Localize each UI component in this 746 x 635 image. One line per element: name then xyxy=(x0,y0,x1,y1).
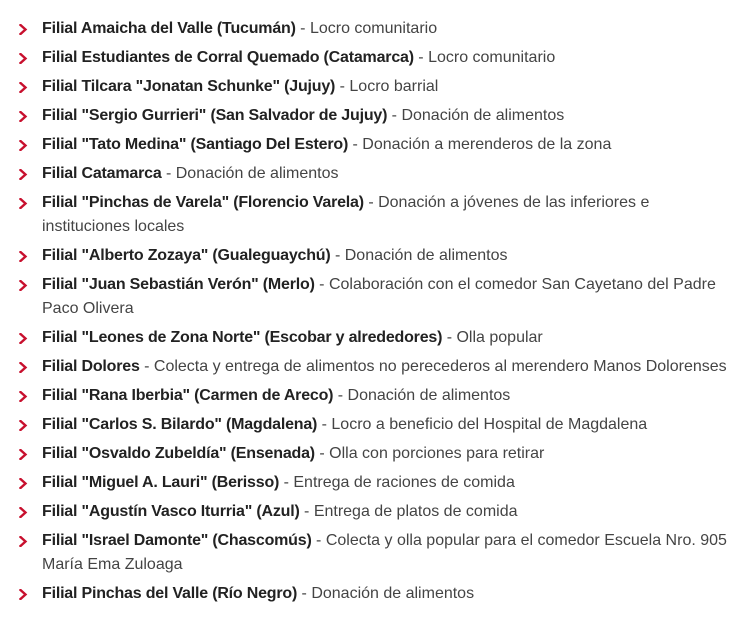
chevron-right-icon xyxy=(19,355,31,379)
filial-activity: Donación de alimentos xyxy=(401,107,565,124)
list-item xyxy=(0,244,746,268)
list-item xyxy=(0,582,746,606)
chevron-right-icon xyxy=(19,500,31,524)
separator: - xyxy=(297,585,312,602)
list-item xyxy=(0,273,746,321)
separator: - xyxy=(299,503,314,520)
list-item xyxy=(0,529,746,577)
separator: - xyxy=(314,445,330,462)
filial-activity: Locro barrial xyxy=(349,78,439,95)
chevron-right-icon xyxy=(19,46,31,70)
filial-name: Filial Dolores xyxy=(42,358,140,375)
filial-activity: Donación a jóvenes de las inferiores e instituciones locales xyxy=(42,194,650,235)
list-item xyxy=(0,162,746,186)
filial-name: Filial "Israel Damonte" (Chascomús) xyxy=(42,532,312,549)
chevron-right-icon xyxy=(19,582,31,606)
list-item xyxy=(0,500,746,524)
filial-name: Filial Estudiantes de Corral Quemado (Catamarca) xyxy=(42,49,414,66)
chevron-right-icon xyxy=(19,326,31,350)
chevron-right-icon xyxy=(19,273,31,297)
chevron-right-icon xyxy=(19,75,31,99)
filial-name: Filial "Tato Medina" (Santiago Del Estero) xyxy=(42,136,349,153)
chevron-right-icon xyxy=(19,17,31,41)
filial-activity: Colecta y olla popular para el comedor Escuela Nro. 905 María Ema Zuloaga xyxy=(42,532,727,573)
separator: - xyxy=(330,247,345,264)
filial-name: Filial "Sergio Gurrieri" (San Salvador de Jujuy) xyxy=(42,107,388,124)
list-item xyxy=(0,384,746,408)
list-item xyxy=(0,191,746,239)
filial-activity: Donación de alimentos xyxy=(347,387,511,404)
chevron-right-icon xyxy=(19,384,31,408)
filial-name: Filial "Agustín Vasco Iturria" (Azul) xyxy=(42,503,300,520)
filial-name: Filial "Leones de Zona Norte" (Escobar y alrededores) xyxy=(42,329,443,346)
filial-activity: Locro comunitario xyxy=(309,20,438,37)
filial-activity: Colecta y entrega de alimentos no perecederos al merendero Manos Dolorenses xyxy=(153,358,727,375)
list-item xyxy=(0,471,746,495)
list-item xyxy=(0,355,746,379)
filial-activity: Locro a beneficio del Hospital de Magdalena xyxy=(331,416,648,433)
filial-name: Filial "Pinchas de Varela" (Florencio Varela) xyxy=(42,194,364,211)
chevron-right-icon xyxy=(19,104,31,128)
chevron-right-icon xyxy=(19,529,31,553)
filial-activity: Entrega de raciones de comida xyxy=(293,474,515,491)
chevron-right-icon xyxy=(19,133,31,157)
chevron-right-icon xyxy=(19,244,31,268)
filial-activity: Donación a merenderos de la zona xyxy=(362,136,612,153)
filial-activity: Donación de alimentos xyxy=(175,165,339,182)
separator: - xyxy=(413,49,429,66)
separator: - xyxy=(363,194,379,211)
filial-name: Filial "Osvaldo Zubeldía" (Ensenada) xyxy=(42,445,315,462)
separator: - xyxy=(314,276,329,293)
filial-activity: Olla popular xyxy=(456,329,543,346)
filial-name: Filial Tilcara "Jonatan Schunke" (Jujuy) xyxy=(42,78,336,95)
filial-activity: Colaboración con el comedor San Cayetano del Padre Paco Olivera xyxy=(42,276,716,317)
list-item xyxy=(0,46,746,70)
chevron-right-icon xyxy=(19,442,31,466)
separator: - xyxy=(295,20,310,37)
separator: - xyxy=(335,78,350,95)
filial-name: Filial "Alberto Zozaya" (Gualeguaychú) xyxy=(42,247,331,264)
separator: - xyxy=(311,532,326,549)
separator: - xyxy=(442,329,457,346)
separator: - xyxy=(317,416,332,433)
list-item xyxy=(0,326,746,350)
filial-name: Filial Amaicha del Valle (Tucumán) xyxy=(42,20,296,37)
chevron-right-icon xyxy=(19,191,31,215)
chevron-right-icon xyxy=(19,413,31,437)
filial-name: Filial Catamarca xyxy=(42,165,162,182)
list-item xyxy=(0,413,746,437)
separator: - xyxy=(387,107,402,124)
filial-name: Filial "Rana Iberbia" (Carmen de Areco) xyxy=(42,387,334,404)
filial-name: Filial "Miguel A. Lauri" (Berisso) xyxy=(42,474,280,491)
chevron-right-icon xyxy=(19,471,31,495)
separator: - xyxy=(348,136,363,153)
separator: - xyxy=(333,387,348,404)
filial-name: Filial "Juan Sebastián Verón" (Merlo) xyxy=(42,276,315,293)
filial-activity: Olla con porciones para retirar xyxy=(329,445,545,462)
filial-name: Filial "Carlos S. Bilardo" (Magdalena) xyxy=(42,416,318,433)
filial-activity: Donación de alimentos xyxy=(344,247,508,264)
separator: - xyxy=(161,165,176,182)
filial-activity: Locro comunitario xyxy=(428,49,556,66)
chevron-right-icon xyxy=(19,162,31,186)
list-item xyxy=(0,17,746,41)
filial-activity: Donación de alimentos xyxy=(311,585,475,602)
separator: - xyxy=(139,358,154,375)
filial-activity: Entrega de platos de comida xyxy=(313,503,518,520)
list-item xyxy=(0,442,746,466)
list-item xyxy=(0,104,746,128)
list-item xyxy=(0,75,746,99)
list-item xyxy=(0,133,746,157)
separator: - xyxy=(279,474,294,491)
filial-name: Filial Pinchas del Valle (Río Negro) xyxy=(42,585,298,602)
